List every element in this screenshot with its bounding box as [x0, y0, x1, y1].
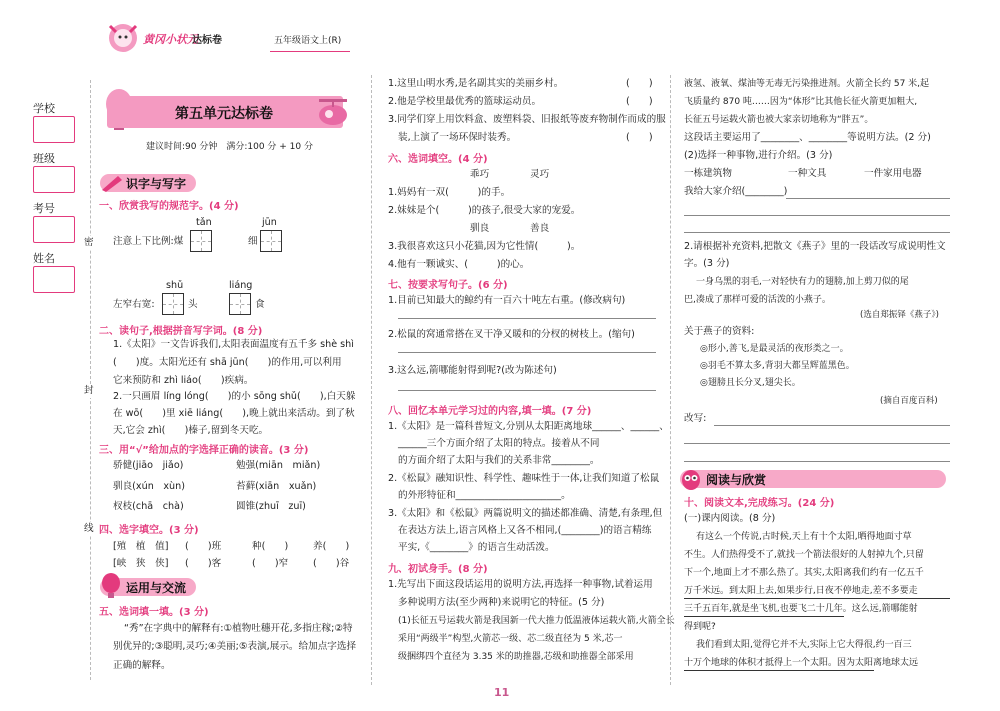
answer-line[interactable] [684, 232, 950, 233]
choice-option[interactable]: 一栋建筑物 [684, 168, 732, 179]
exam-title: 第五单元达标卷 [175, 106, 273, 122]
q2-line: 2.一只画眉 líng lóng( )的小 sōng shǔ( ),白天躲 [113, 391, 356, 402]
q3-heading: 三、用“√”给加点的字选择正确的读音。(3 分) [99, 445, 309, 456]
page-number: 11 [494, 686, 510, 699]
pinyin-tan: tǎn [196, 217, 212, 228]
q1-line2c: 食 [255, 299, 265, 310]
q5-item: 1.这里山明水秀,是名副其实的美丽乡村。 [388, 78, 564, 89]
mascot-icon [102, 16, 144, 58]
writing-box[interactable] [162, 293, 184, 315]
q8-line: 3.《太阳》和《松鼠》两篇说明文的描述都准确、清楚,有条理,但 [388, 508, 663, 519]
section-title-usage: 运用与交流 [100, 578, 196, 596]
q8-line: 在表达方法上,语言风格上又各不相同,(________)的语言精练 [398, 525, 652, 536]
q3-option[interactable]: 苔藓(xiān xuǎn) [236, 481, 317, 492]
q8-line: 2.《松鼠》融知识性、科学性、趣味性于一体,让我们知道了松鼠 [388, 473, 660, 484]
q1-line1b: 细 [248, 236, 258, 247]
q2-line: ( )度。太阳光还有 shā jūn( )的作用,可以利用 [113, 357, 342, 368]
q6-heading: 六、选词填空。(4 分) [388, 154, 488, 165]
answer-line[interactable] [398, 390, 656, 391]
name-field[interactable] [33, 266, 75, 293]
choice-option[interactable]: 一件家用电器 [864, 168, 922, 179]
header-rule [270, 51, 350, 52]
reading-line: 得到呢? [684, 622, 716, 632]
pencil-icon [100, 172, 124, 198]
underline-mark [684, 616, 844, 617]
answer-line[interactable] [398, 318, 656, 319]
q5-item: 装,上演了一场环保时装秀。 [398, 132, 517, 143]
source-note: (摘自百度百科) [880, 396, 938, 406]
q9-line: 采用“两级半”构型,火箭芯一级、芯二级直径为 5 米,芯一 [398, 634, 623, 644]
balloon-small-icon [100, 573, 122, 603]
q7-line: 2.松鼠的窝通常搭在叉干净又暖和的分杈的树枝上。(缩句) [388, 329, 635, 340]
q4-heading: 四、选字填空。(3 分) [99, 525, 199, 536]
q5-blank[interactable]: ( ) [626, 132, 653, 143]
column-divider [371, 75, 372, 685]
q6-line: 3.我很喜欢这只小花猫,因为它性情( )。 [388, 241, 581, 252]
q5-line: 别优异的;③聪明,灵巧;④美丽;⑤表演,展示。给加点字选择 [113, 641, 357, 652]
q6-word: 灵巧 [530, 169, 550, 180]
q7-heading: 七、按要求写句子。(6 分) [388, 280, 508, 291]
info-line: ◎形小,善飞,是最灵活的夜形类之一。 [700, 344, 849, 354]
class-field[interactable] [33, 166, 75, 193]
grade-label: 五年级语文上(R) [274, 36, 342, 46]
binding-mark-close: 封 [84, 385, 94, 396]
binding-mark-line: 线 [84, 523, 94, 534]
q2-heading: 二、读句子,根据拼音写字词。(8 分) [99, 326, 263, 337]
answer-line[interactable] [684, 443, 950, 444]
underline-mark [684, 598, 950, 599]
intro-line: 我给大家介绍(________) [684, 186, 788, 197]
passage-line: 飞质量约 870 吨……因为“体形”比其他长征火箭更加粗大, [684, 97, 918, 107]
choice-option[interactable]: 一种文具 [788, 168, 827, 179]
pinyin-jun: jūn [262, 217, 277, 228]
reading-line: 我们看到太阳,觉得它并不大,实际上它大得很,约一百三 [696, 640, 912, 650]
q2-line: 2.请根据补充资料,把散文《燕子》里的一段话改写成说明性文 [684, 241, 946, 252]
q8-line: ______三个方面介绍了太阳的特点。接着从不同 [398, 438, 600, 449]
q3-option[interactable]: 驯良(xún xùn) [113, 481, 185, 492]
q8-line: 的方面介绍了太阳与我们的关系非常________。 [398, 455, 600, 466]
writing-box[interactable] [190, 230, 212, 252]
source-note: (选自郑振铎《燕子》) [860, 310, 939, 320]
section-title-reading: 阅读与欣赏 [680, 470, 946, 488]
reading-line: 三千五百年,就是坐飞机,也要飞二十几年。这么远,箭哪能射 [684, 604, 918, 614]
column-divider [670, 75, 671, 685]
name-label: 姓名 [33, 252, 55, 265]
binding-mark-seal: 密 [84, 237, 94, 248]
owl-icon [680, 467, 702, 495]
q4-blank[interactable]: 养( ) [313, 541, 350, 552]
logo [102, 16, 144, 58]
q8-line: 平实,《________》的语言生动活泼。 [398, 542, 555, 553]
answer-line[interactable] [684, 461, 950, 462]
rewrite-label: 改写: [684, 413, 707, 424]
passage-line: 长征五号运载火箭也被大家亲切地称为“胖五”。 [684, 115, 874, 125]
q3-option[interactable]: 圆锥(zhuī zuī) [236, 501, 306, 512]
q5-item: 2.他是学校里最优秀的篮球运动员。 [388, 96, 542, 107]
q5-blank[interactable]: ( ) [626, 96, 653, 107]
section-title-literacy: 识字与写字 [100, 174, 196, 192]
underline-mark [684, 670, 874, 671]
answer-line[interactable] [398, 352, 656, 353]
q2-line: 它来预防和 zhì liáo( )疾病。 [113, 375, 254, 386]
q9-fill: 这段话主要运用了________、________等说明方法。(2 分) [684, 132, 931, 143]
q4-blank[interactable]: 种( ) [252, 541, 289, 552]
q1-line1a: 注意上下比例:煤 [113, 236, 184, 247]
info-line: ◎翅膀且长分叉,翅尖长。 [700, 378, 801, 388]
q1-line2a: 左窄右宽: [113, 299, 155, 310]
passage-line: 液氢、液氧、煤油等无毒无污染推进剂。火箭全长约 57 米,起 [684, 79, 930, 89]
school-field[interactable] [33, 116, 75, 143]
class-label: 班级 [33, 152, 55, 165]
q4-blank[interactable]: ( )班 [185, 541, 222, 552]
exam-number-field[interactable] [33, 216, 75, 243]
q5-blank[interactable]: ( ) [626, 78, 653, 89]
writing-box[interactable] [260, 230, 282, 252]
info-heading: 关于燕子的资料: [684, 326, 755, 337]
q8-line: 1.《太阳》是一篇科普短文,分别从太阳距离地球______、______、 [388, 421, 669, 432]
q2-line: 字。(3 分) [684, 258, 730, 269]
q4-choices: [殖 植 值] [113, 541, 169, 552]
reading-line: 不生。人们热得受不了,就找一个箭法很好的人射掉九个,只留 [684, 550, 924, 560]
q5-heading: 五、选词填一填。(3 分) [99, 607, 209, 618]
answer-line[interactable] [684, 215, 950, 216]
q1-heading: 一、欣赏我写的规范字。(4 分) [99, 201, 239, 212]
q6-word: 善良 [530, 223, 550, 234]
q6-line: 1.妈妈有一双( )的手。 [388, 187, 511, 198]
pinyin-shu: shǔ [166, 280, 184, 291]
q10-heading: 十、阅读文本,完成练习。(24 分) [684, 498, 835, 509]
helicopter-icon [313, 95, 353, 135]
q9-line: 多种说明方法(至少两种)来说明它的特征。(5 分) [398, 597, 605, 608]
q7-line: 3.这么远,箭哪能射得到呢?(改为陈述句) [388, 365, 557, 376]
q2-line: 在 wō( )里 xiē liáng( ),晚上就出来活动。到了秋 [113, 408, 355, 419]
q5-line: 正确的解释。 [113, 660, 171, 671]
school-label: 学校 [33, 102, 55, 115]
q4-blank[interactable]: ( )窄 [252, 558, 289, 569]
q1-line2b: 头 [188, 299, 198, 310]
q3-option[interactable]: 骄健(jiāo jiǎo) [113, 460, 184, 471]
q2-line: 1.《太阳》一文告诉我们,太阳表面温度有五千多 shè shì [113, 339, 354, 350]
q5-line: “秀”在字典中的解释有:①植物吐穗开花,多指庄稼;②特 [124, 623, 353, 634]
q5-item: 3.同学们穿上用饮料盒、废塑料袋、旧报纸等废弃物制作而成的服 [388, 114, 666, 125]
q4-choices: [峡 狭 侠] [113, 558, 169, 569]
q8-heading: 八、回忆本单元学习过的内容,填一填。(7 分) [388, 406, 592, 417]
reading-line: 下一个,地面上才不那么热了。其实,太阳离我们约有一亿五千 [684, 568, 924, 578]
q9-line: (1)长征五号运载火箭是我国新一代大推力低温液体运载火箭,火箭全长 [398, 616, 675, 626]
q9-line: 级捆绑四个直径为 3.35 米的助推器,芯级和助推器全部采用 [398, 652, 634, 662]
series-label: 达标卷 [192, 35, 222, 46]
reading-line: 十万个地球的体积才抵得上一个太阳。因为太阳离地球太远 [684, 658, 919, 668]
q9-heading: 九、初试身手。(8 分) [388, 564, 488, 575]
q2-line: 天,它会 zhì( )榛子,留到冬天吃。 [113, 425, 269, 436]
q6-word: 驯良 [470, 223, 490, 234]
q3-option[interactable]: 杈枝(chā chà) [113, 501, 184, 512]
binding-line [90, 80, 91, 680]
swallow-line: 巴,凑成了那样可爱的活泼的小燕子。 [684, 295, 831, 305]
logo-text: 黄冈小状元 [143, 33, 198, 46]
q6-line: 2.妹妹是个( )的孩子,很受大家的宠爱。 [388, 205, 581, 216]
info-line: ◎羽毛不算太多,背羽大都呈辉蓝黑色。 [700, 361, 855, 371]
q6-line: 4.他有一颗诚实、( )的心。 [388, 259, 530, 270]
q8-line: 的外形特征和______________________。 [398, 490, 571, 501]
pinyin-liang: liáng [229, 280, 253, 291]
swallow-line: 一身乌黑的羽毛,一对轻快有力的翅膀,加上剪刀似的尾 [696, 277, 909, 287]
reading-line: 有这么一个传说,古时候,天上有十个太阳,晒得地面寸草 [696, 532, 912, 542]
q4-blank[interactable]: ( )客 [185, 558, 222, 569]
reading-line: 万千米远。到太阳上去,如果步行,日夜不停地走,差不多要走 [684, 586, 918, 596]
sub-heading: (一)课内阅读。(8 分) [684, 513, 776, 524]
q6-word: 乖巧 [470, 169, 490, 180]
exam-number-label: 考号 [33, 202, 55, 215]
answer-line[interactable] [786, 198, 950, 199]
q7-line: 1.目前已知最大的鲸约有一百六十吨左右重。(修改病句) [388, 295, 626, 306]
q9-line: 1.先写出下面这段话运用的说明方法,再选择一种事物,试着运用 [388, 579, 653, 590]
q4-blank[interactable]: ( )谷 [313, 558, 350, 569]
q3-option[interactable]: 勉强(miān miǎn) [236, 460, 321, 471]
writing-box[interactable] [229, 293, 251, 315]
exam-info: 建议时间:90 分钟 满分:100 分 + 10 分 [146, 142, 313, 152]
answer-line[interactable] [714, 425, 950, 426]
q9-sub2: (2)选择一种事物,进行介绍。(3 分) [684, 150, 833, 161]
